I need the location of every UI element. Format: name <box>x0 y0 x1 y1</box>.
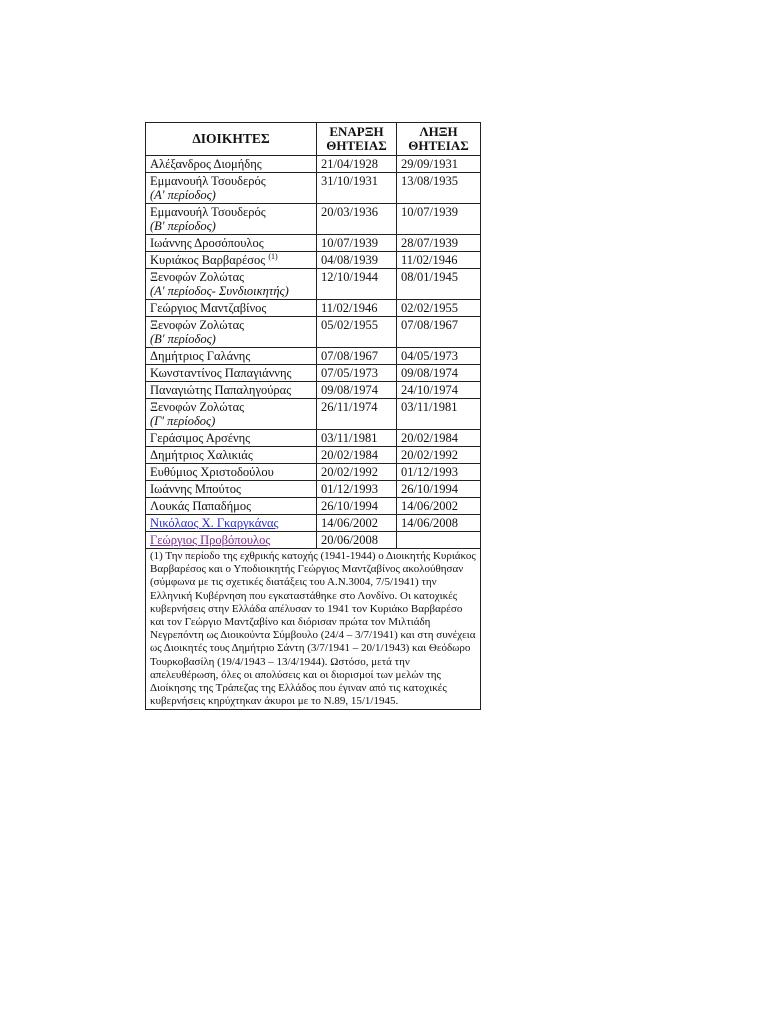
governor-cell <box>146 235 317 252</box>
table-header-row <box>146 123 481 156</box>
governor-name: Παναγιώτης Παπαληγούρας <box>150 383 292 397</box>
governor-name: Ιωάννης Δροσόπουλος <box>150 236 264 250</box>
term-start-date: 07/05/1973 <box>317 365 397 382</box>
header-term-start <box>317 123 397 156</box>
header-term-start-line2: ΘΗΤΕΙΑΣ <box>326 138 387 153</box>
governor-cell <box>146 464 317 481</box>
term-start-date: 20/06/2008 <box>317 532 397 549</box>
term-start-date: 20/02/1992 <box>317 464 397 481</box>
term-start-date: 09/08/1974 <box>317 382 397 399</box>
governor-cell <box>146 365 317 382</box>
term-end-date: 02/02/1955 <box>397 300 481 317</box>
governor-cell <box>146 481 317 498</box>
term-end-date: 20/02/1984 <box>397 430 481 447</box>
term-start-date: 12/10/1944 <box>317 269 397 300</box>
term-end-date: 14/06/2002 <box>397 498 481 515</box>
table-row <box>146 382 481 399</box>
table-row <box>146 532 481 549</box>
footnote: (1) Την περίοδο της εχθρικής κατοχής (1941-1944) ο Διοικητής Κυριάκος Βαρβαρέσος και ο Υποδιοικητής Γεώργιος Μαντζαβίνος ακολούθησαν (σύμφωνα με τις σχετικές διατάξεις του Α.Ν.3004, 7/5/1941) την Ελληνική Κυβέρνηση που εγκαταστάθηκε στο Λονδίνο. Οι κατοχικές κυβερνήσεις στην Ελλάδα απέλυσαν το 1941 τον Κυριάκο Βαρβαρέσο και τον Γεώργιο Μαντζαβίνο και διόρισαν πρώτα τον Μιλτιάδη Νεγρεπόντη ως Διοικούντα Σύμβουλο (24/4 – 3/7/1941) και στη συνέχεια ως Διοικητές τους Δημήτριο Σάντη (3/7/1941 – 20/1/1943) και Θεόδωρο Τουρκοβασίλη (19/4/1943 – 13/4/1944). Ωστόσο, μετά την απελευθέρωση, όλες οι απολύσεις και οι διορισμοί των μελών της Διοίκησης της Τράπεζας της Ελλάδος που έγιναν από τις κατοχικές κυβερνήσεις κηρύχτηκαν άκυροι με το Ν.89, 15/1/1945. <box>146 549 481 710</box>
governor-cell <box>146 399 317 430</box>
term-end-date: 04/05/1973 <box>397 348 481 365</box>
governor-name: Εμμανουήλ Τσουδερός <box>150 174 266 188</box>
governor-cell <box>146 204 317 235</box>
table-row <box>146 300 481 317</box>
governor-cell <box>146 532 317 549</box>
table-row <box>146 204 481 235</box>
term-end-date: 10/07/1939 <box>397 204 481 235</box>
governor-cell <box>146 382 317 399</box>
governor-name: Εμμανουήλ Τσουδερός <box>150 205 266 219</box>
governor-name: Αλέξανδρος Διομήδης <box>150 157 262 171</box>
term-end-date: 14/06/2008 <box>397 515 481 532</box>
term-start-date: 20/02/1984 <box>317 447 397 464</box>
term-start-date: 14/06/2002 <box>317 515 397 532</box>
footnote-row <box>146 549 481 710</box>
governor-name: Δημήτριος Χαλικιάς <box>150 448 253 462</box>
governor-cell <box>146 300 317 317</box>
term-end-date: 28/07/1939 <box>397 235 481 252</box>
governor-name-link[interactable]: Νικόλαος Χ. Γκαργκάνας <box>150 516 279 530</box>
term-end-date: 29/09/1931 <box>397 156 481 173</box>
governor-cell <box>146 156 317 173</box>
governor-name: Ιωάννης Μπούτος <box>150 482 241 496</box>
term-start-date: 01/12/1993 <box>317 481 397 498</box>
term-period-note: (Β' περίοδος) <box>150 219 216 233</box>
term-start-date: 03/11/1981 <box>317 430 397 447</box>
governor-cell <box>146 430 317 447</box>
header-term-end-line2: ΘΗΤΕΙΑΣ <box>408 138 469 153</box>
governor-name: Ξενοφών Ζολώτας <box>150 318 245 332</box>
term-end-date: 09/08/1974 <box>397 365 481 382</box>
governor-name: Δημήτριος Γαλάνης <box>150 349 251 363</box>
term-start-date: 26/10/1994 <box>317 498 397 515</box>
governor-name-link[interactable]: Γεώργιος Προβόπουλος <box>150 533 271 547</box>
term-end-date: 07/08/1967 <box>397 317 481 348</box>
term-period-note: (Β' περίοδος) <box>150 332 216 346</box>
term-end-date: 03/11/1981 <box>397 399 481 430</box>
table-row <box>146 252 481 269</box>
table-row <box>146 348 481 365</box>
term-end-date: 26/10/1994 <box>397 481 481 498</box>
table-row <box>146 481 481 498</box>
governor-name: Κωνσταντίνος Παπαγιάννης <box>150 366 292 380</box>
table-row <box>146 235 481 252</box>
term-period-note: (Α' περίοδος- Συνδιοικητής) <box>150 284 289 298</box>
term-end-date: 13/08/1935 <box>397 173 481 204</box>
table-row <box>146 430 481 447</box>
governor-cell <box>146 269 317 300</box>
governor-name: Λουκάς Παπαδήμος <box>150 499 252 513</box>
term-end-date <box>397 532 481 549</box>
term-start-date: 26/11/1974 <box>317 399 397 430</box>
table-row <box>146 156 481 173</box>
term-period-note: (Γ' περίοδος) <box>150 414 216 428</box>
governor-cell <box>146 348 317 365</box>
term-start-date: 20/03/1936 <box>317 204 397 235</box>
term-start-date: 07/08/1967 <box>317 348 397 365</box>
table-row <box>146 498 481 515</box>
table-row <box>146 173 481 204</box>
governor-cell <box>146 252 317 269</box>
governor-name: Ξενοφών Ζολώτας <box>150 270 245 284</box>
header-governors: ΔΙΟΙΚΗΤΕΣ <box>146 123 317 156</box>
table-row <box>146 317 481 348</box>
governor-cell <box>146 173 317 204</box>
table-row <box>146 515 481 532</box>
governor-cell <box>146 447 317 464</box>
term-end-date: 24/10/1974 <box>397 382 481 399</box>
table-body <box>146 156 481 549</box>
governors-table <box>145 122 481 710</box>
governor-cell <box>146 317 317 348</box>
governor-name: Γεράσιμος Αρσένης <box>150 431 251 445</box>
term-period-note: (Α' περίοδος) <box>150 188 216 202</box>
term-start-date: 11/02/1946 <box>317 300 397 317</box>
governor-name: Ευθύμιος Χριστοδούλου <box>150 465 274 479</box>
header-term-start-line1: ΕΝΑΡΞΗ <box>329 124 384 139</box>
term-start-date: 04/08/1939 <box>317 252 397 269</box>
term-end-date: 08/01/1945 <box>397 269 481 300</box>
governor-cell <box>146 498 317 515</box>
governor-name: Κυριάκος Βαρβαρέσος <box>150 253 266 267</box>
governor-cell <box>146 515 317 532</box>
term-end-date: 11/02/1946 <box>397 252 481 269</box>
table-row <box>146 365 481 382</box>
term-end-date: 20/02/1992 <box>397 447 481 464</box>
header-term-end <box>397 123 481 156</box>
term-start-date: 21/04/1928 <box>317 156 397 173</box>
table-row <box>146 269 481 300</box>
governor-name: Ξενοφών Ζολώτας <box>150 400 245 414</box>
header-term-end-line1: ΛΗΞΗ <box>419 124 458 139</box>
term-start-date: 31/10/1931 <box>317 173 397 204</box>
term-end-date: 01/12/1993 <box>397 464 481 481</box>
table-row <box>146 399 481 430</box>
footnote-marker: (1) <box>268 251 278 261</box>
term-start-date: 05/02/1955 <box>317 317 397 348</box>
table-row <box>146 464 481 481</box>
table-row <box>146 447 481 464</box>
governor-name: Γεώργιος Μαντζαβίνος <box>150 301 267 315</box>
term-start-date: 10/07/1939 <box>317 235 397 252</box>
